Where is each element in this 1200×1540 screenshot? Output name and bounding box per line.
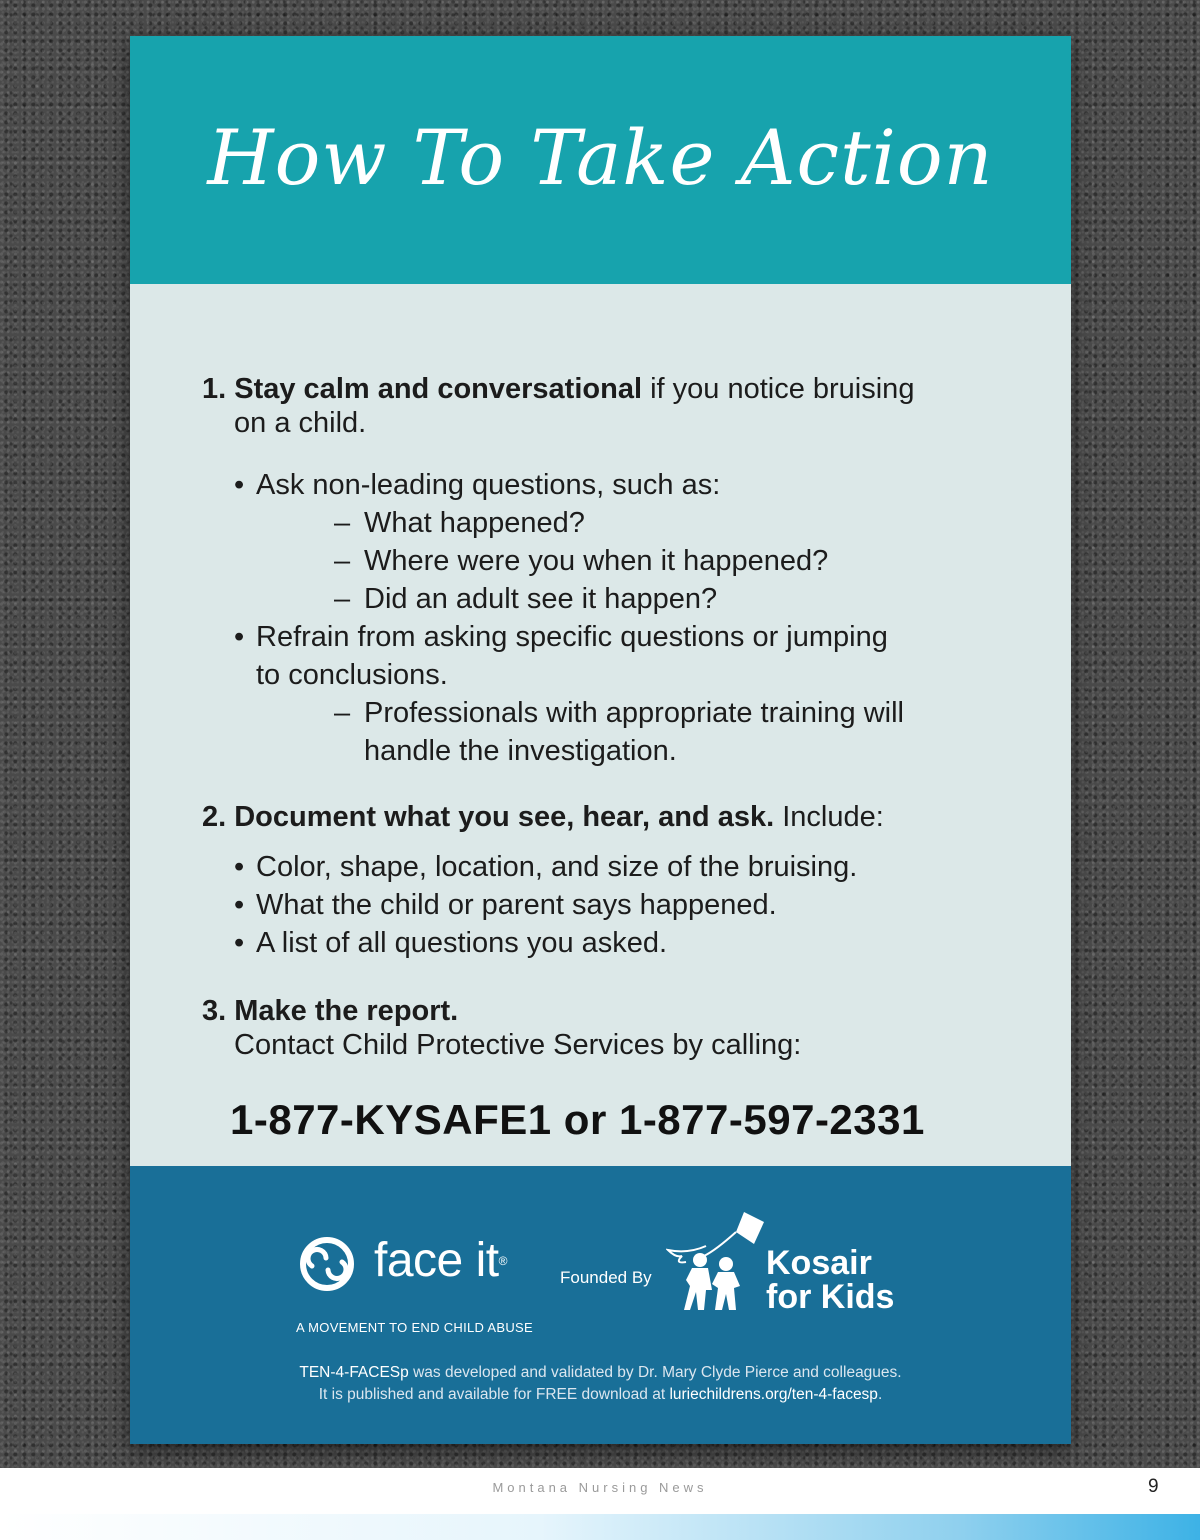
credits: TEN-4-FACESp was developed and validated by Dr. Mary Clyde Pierce and colleagues. It is published and available for FREE download at luriechildrens.org/ten-4-facesp. [299, 1364, 902, 1403]
journal-name: Montana Nursing News [492, 1480, 708, 1495]
step-1-bullets [234, 466, 974, 770]
card-footer [130, 1166, 1071, 1444]
step-3 [202, 994, 1002, 1062]
step-2 [202, 800, 1002, 834]
step-1 [202, 372, 1002, 440]
kosair-kite-icon [666, 1210, 776, 1314]
list-item: • A list of all questions you asked. [234, 927, 668, 959]
list-item: • Refrain from asking specific questions or jumping [234, 621, 888, 653]
phone-number: 1-877-KYSAFE1 or 1-877-597-2331 [230, 1096, 925, 1143]
footer-gradient-bar [0, 1514, 1200, 1540]
card-body [130, 284, 1071, 1166]
list-subitem: – Did an adult see it happen? [334, 583, 718, 615]
face-it-spiral-icon [294, 1236, 360, 1292]
step-3-line: Contact Child Protective Services by calling: [234, 1029, 802, 1061]
face-it-tagline: A MOVEMENT TO END CHILD ABUSE [296, 1320, 533, 1335]
founded-by-label: Founded By [560, 1268, 652, 1287]
face-it-wordmark: face it® [374, 1234, 507, 1287]
list-subitem: – Professionals with appropriate training will [334, 697, 904, 729]
list-subitem-continuation: handle the investigation. [364, 735, 677, 767]
page-footer [0, 1468, 1200, 1540]
list-subitem: – What happened? [334, 507, 585, 539]
list-item: • Ask non-leading questions, such as: [234, 469, 721, 501]
step-1-rest-line2: on a child. [234, 407, 367, 439]
kosair-wordmark: Kosair for Kids [766, 1244, 895, 1316]
step-2-rest: Include: [774, 801, 884, 833]
credits-link[interactable]: luriechildrens.org/ten-4-facesp [669, 1386, 878, 1403]
step-3-heading: 3. Make the report. [202, 995, 459, 1027]
step-2-heading: 2. Document what you see, hear, and ask. [202, 801, 775, 833]
list-item: • Color, shape, location, and size of the bruising. [234, 851, 858, 883]
face-it-logo [294, 1230, 544, 1310]
list-item-continuation: to conclusions. [256, 659, 448, 691]
list-item: • What the child or parent says happened. [234, 889, 777, 921]
list-subitem: – Where were you when it happened? [334, 545, 829, 577]
card-title: How To Take Action [207, 112, 994, 202]
step-2-bullets [234, 848, 974, 962]
page-number: 9 [1148, 1476, 1159, 1497]
step-1-heading: 1. Stay calm and conversational [202, 373, 643, 405]
step-1-rest: if you notice bruising [642, 373, 915, 405]
action-card [130, 36, 1071, 1444]
card-header [130, 36, 1071, 284]
